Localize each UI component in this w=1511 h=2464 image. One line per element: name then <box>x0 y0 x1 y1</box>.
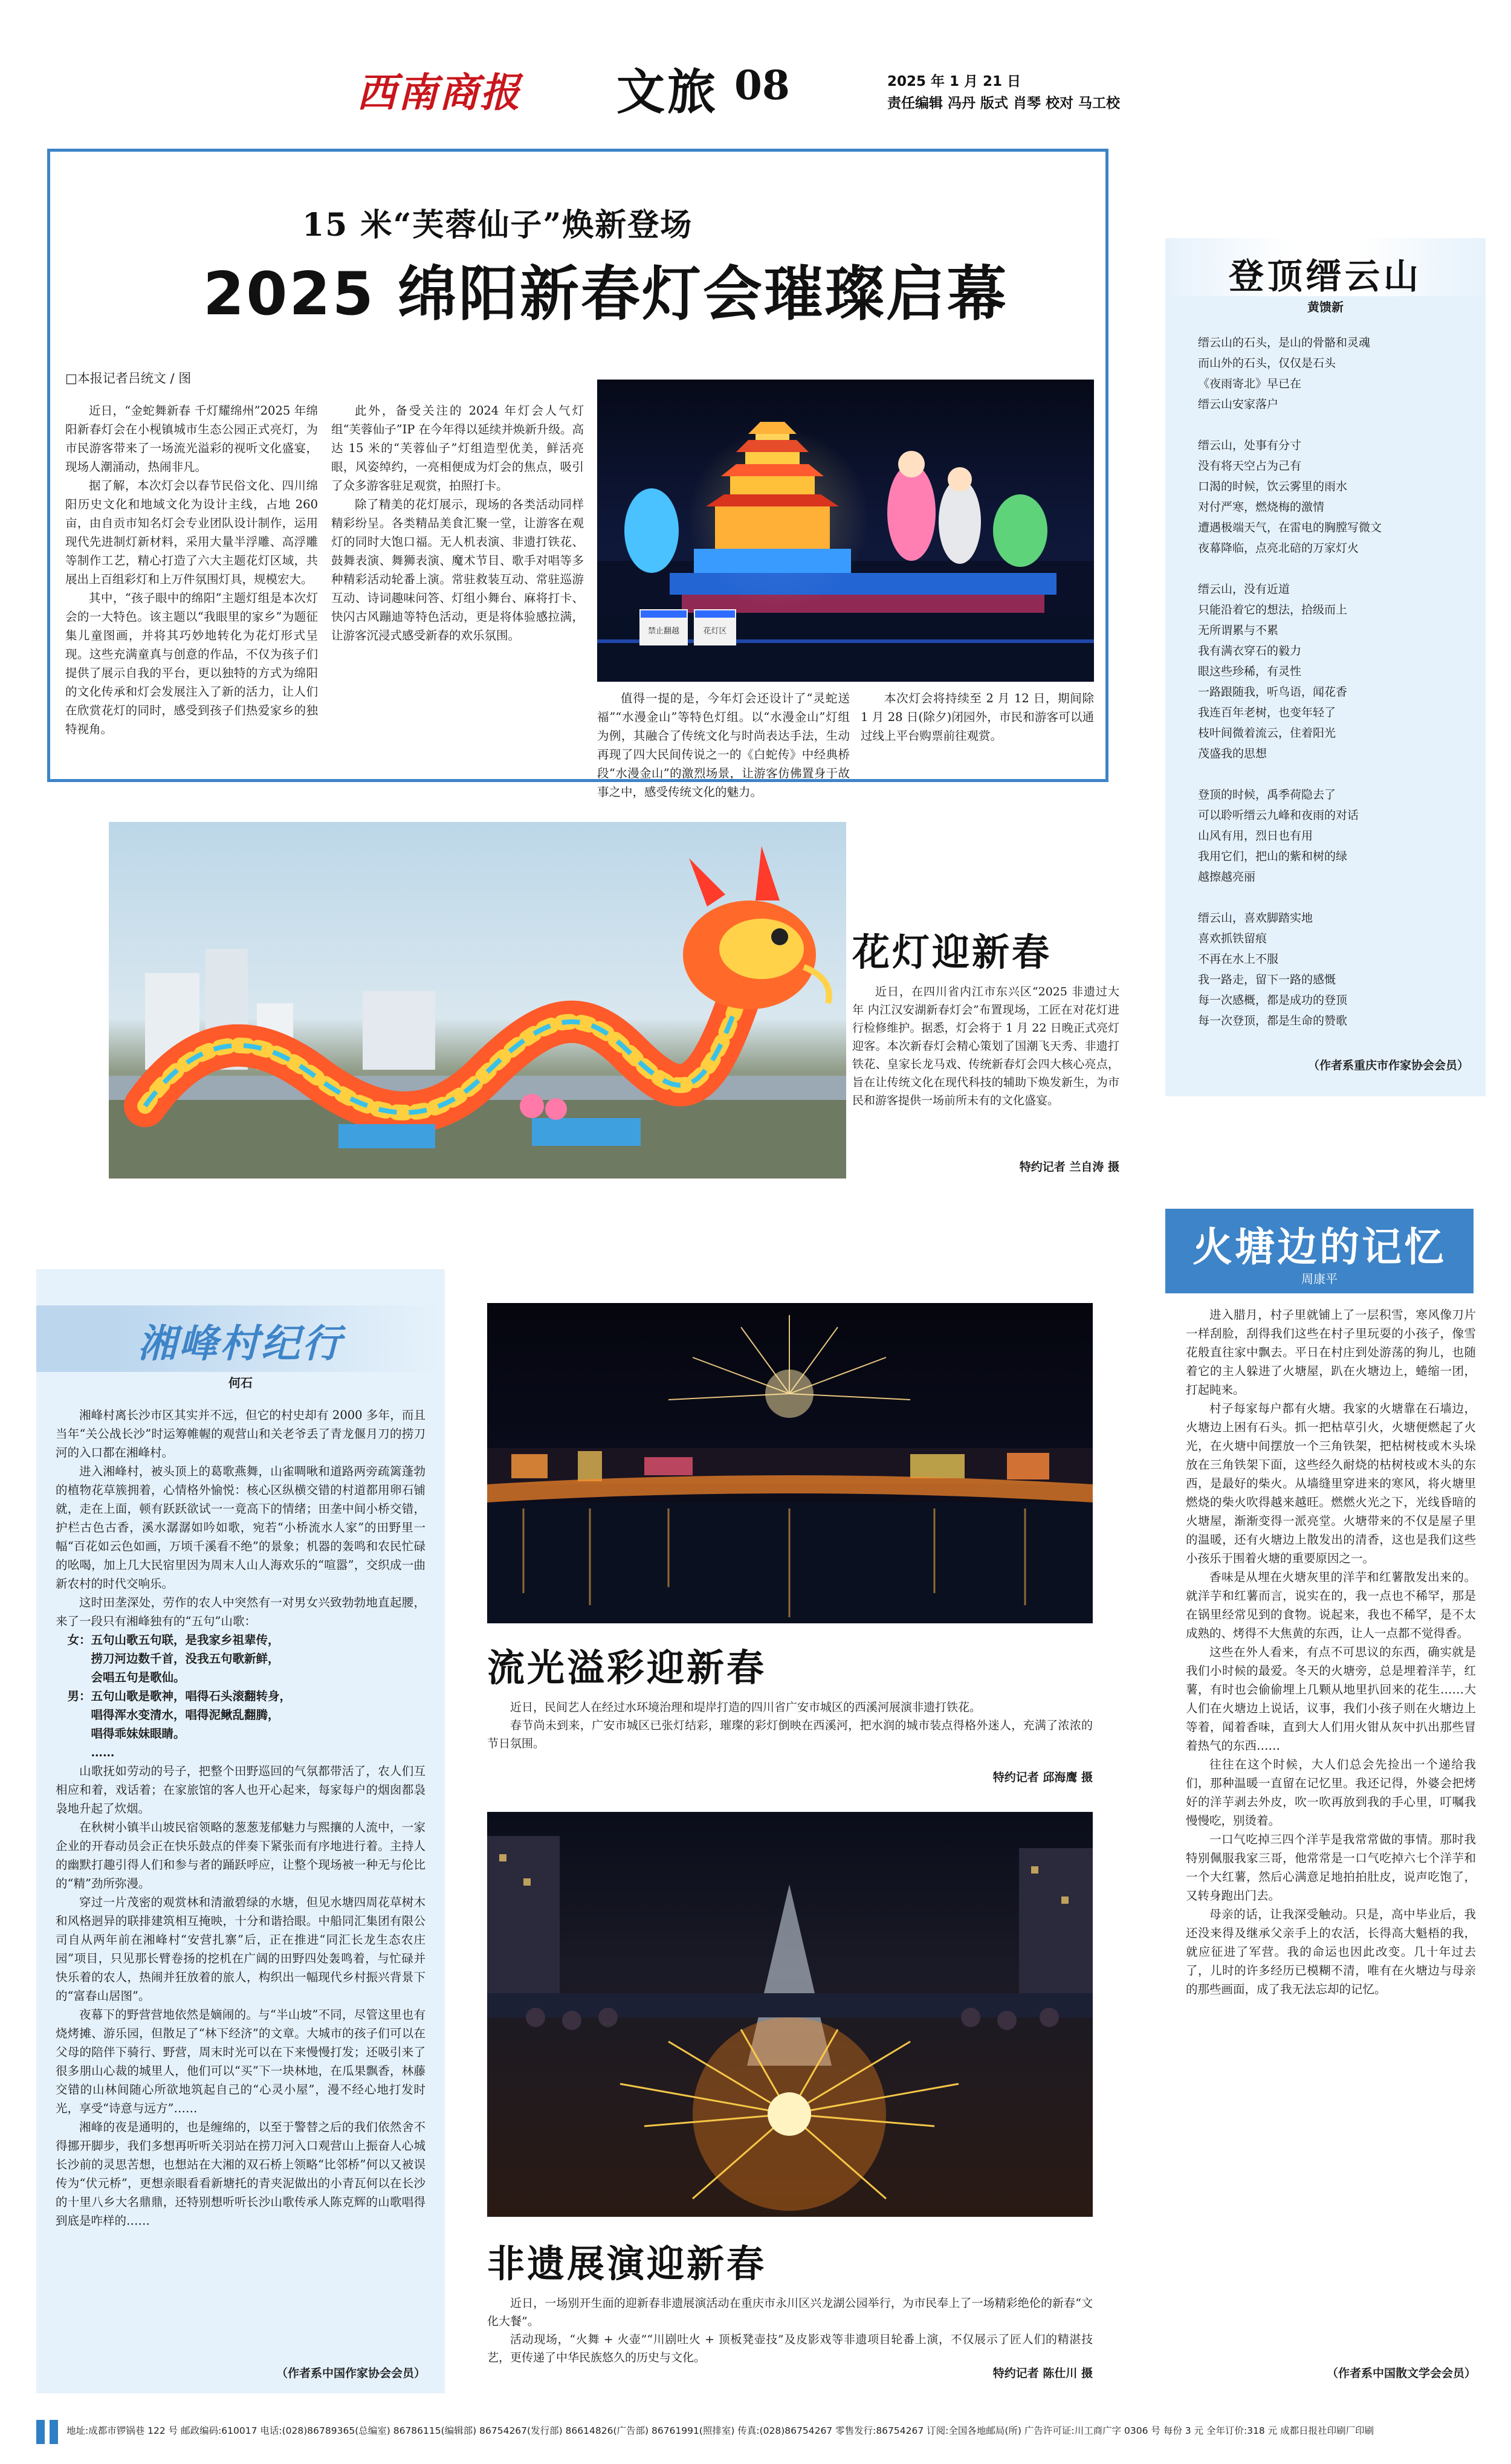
river-fireworks-photo <box>487 1303 1093 1623</box>
poem-line: 我一路走，留下一路的感慨 <box>1198 973 1336 986</box>
xiangfeng-paragraph: 在秋树小镇半山坡民宿领略的葱葱茏郁魅力与熙攘的人流中，一家企业的开春动员会正在快乐鼓点的伴奏下紧张而有序地进行着。主持人的幽默打趣引得人们和参与者的踊跃呼应，让整个现场被一种无与伦比的“精”劲所弥漫。 <box>56 1820 425 1890</box>
liuguang-credit: 特约记者 邱海鹰 摄 <box>992 1771 1093 1784</box>
lead-col-3 <box>597 689 850 799</box>
lead-kicker: 15 米“芙蓉仙子”焕新登场 <box>302 207 693 244</box>
poem-author: 黄馈新 <box>1307 300 1344 314</box>
poem-line: 缙云山安家落户 <box>1198 398 1279 411</box>
poem-line: 无所谓累与不累 <box>1198 624 1279 637</box>
poem-line: 不再在水上不服 <box>1198 952 1279 966</box>
lead-paragraph: 其中，“孩子眼中的绵阳”主题灯组是本次灯会的一大特色。该主题以“我眼里的家乡”为题征集儿童图画，并将其巧妙地转化为花灯形式呈现。这些充满童真与创意的作品，不仅为孩子们提供了展示自我的平台，更以独特的方式为绵阳的文化传承和灯会发展注入了新的活力，让人们在欣赏花灯的同时，感受到孩子们热爱家乡的独特视角。 <box>65 591 318 736</box>
dragon-illustration <box>109 822 846 1179</box>
xiangfeng-credit: （作者系中国作家协会会员） <box>276 2367 425 2380</box>
feiyi-caption-text: 近日，一场别开生面的迎新春非遗展演活动在重庆市永川区兴龙湖公园举行，为市民奉上了一场精彩绝伦的新春“文化大餐”。 <box>487 2297 1093 2328</box>
poem-line: 可以聆听缙云九峰和夜雨的对话 <box>1198 809 1359 822</box>
poem-line: 我用它们，把山的紫和树的绿 <box>1198 850 1348 863</box>
poem-title: 登顶缙云山 <box>1228 256 1422 297</box>
poem-line: 越擦越亮丽 <box>1198 870 1256 884</box>
huotang-author: 周康平 <box>1301 1272 1338 1286</box>
feiyi-caption-text: 活动现场，“火舞 + 火壶”“川剧吐火 + 顶板凳壶技”及皮影戏等非遗项目轮番上演，不仅展示了匠人们的精湛技艺，更传递了中华民族悠久的历史与文化。 <box>487 2333 1093 2364</box>
huotang-paragraph: 村子每家每户都有火塘。我家的火塘靠在石墙边，火塘边上困有石头。抓一把枯草引火，火塘便燃起了火光，在火塘中间摆放一个三角铁架，把枯树枝或木头垛放在三角铁架下面，这些经久耐烧的枯树枝或木头的东西，是最好的柴火。从墙缝里穿进来的寒风，将火塘里燃烧的柴火吹得越来越旺。燃燃火光之下，光线昏暗的火塘屋，渐渐变得一派亮堂。火塘带来的不仅是屋子里的温暖，还有火塘边上散发出的清香，这也是我们这些小孩乐于围着火塘的重要原因之一。 <box>1186 1402 1476 1565</box>
fireworks-illustration <box>487 1303 1093 1623</box>
lead-paragraph: 近日，“金蛇舞新春 千灯耀绵州”2025 年绵阳新春灯会在小枧镇城市生态公园正式亮灯，为市民游客带来了一场流光溢彩的视听文化盛宴，现场人潮涌动，热闹非凡。 <box>65 404 318 474</box>
poem-line: 缙云山，处事有分寸 <box>1198 439 1302 452</box>
xiangfeng-paragraph: 进入湘峰村，被头顶上的葛歌燕舞，山雀啁啾和道路两旁疏篱蓬勃的植物花草簇拥着，心情格外愉悦：核心区纵横交错的村道都用卵石铺就，走在上面，顿有跃跃欲试一一竟高下的情绪；田垄中间小桥交错，护栏古色古香，溪水潺潺如吟如歌，宛若“小桥流水人家”的田野里一幅“百花如云色如画，万顷千溪看不绝”的景象；机器的轰鸣和农民忙碌的吆喝，加上几大民宿里因为周末人山人海欢乐的“喧嚣”，交织成一曲新农村的时代交响乐。 <box>56 1464 425 1591</box>
poem-line: 眼这些珍稀，有灵性 <box>1198 665 1302 678</box>
poem-credit: （作者系重庆市作家协会会员） <box>1307 1059 1469 1072</box>
poem-line: 没有将天空占为己有 <box>1198 459 1302 473</box>
huotang-credit: （作者系中国散文学会会员） <box>1326 2367 1476 2380</box>
feiyi-credit: 特约记者 陈仕川 摄 <box>992 2367 1093 2380</box>
lead-paragraph: 据了解，本次灯会以春节民俗文化、四川绵阳历史文化和地域文化为设计主线，占地 260 亩，由自贡市知名灯会专业团队设计制作，运用现代先进制灯新材料，采用大量半浮雕、高浮雕等制作工艺，精心打造了六大主题花灯区域，共展出上百组彩灯和上万件氛围灯具，规模宏大。 <box>65 479 318 586</box>
poem-line: 缙云山的石头，是山的骨骼和灵魂 <box>1198 336 1371 349</box>
huotang-paragraph: 母亲的话，让我深受触动。只是，高中毕业后，我还没来得及继承父亲手上的农活，长得高大魁梧的我，就应征进了军营。我的命运也因此改变。几十年过去了，儿时的许多经历已模糊不清，唯有在火塘边与母亲的那些画面，成了我无法忘却的记忆。 <box>1186 1907 1476 1996</box>
huotang-body <box>1186 1305 1476 2351</box>
fire-performance-photo <box>487 1812 1093 2217</box>
xiangfeng-paragraph: 穿过一片茂密的观赏林和清澈碧绿的水塘，但见水塘四周花草树木和风格迥异的联排建筑相互掩映，十分和谐拾眼。中船同汇集团有限公司自从两年前在湘峰村“安营扎寨”后，正在推进“同汇长龙生态农庄园”项目，只见那长臂卷扬的挖机在广阔的田野四处轰鸣着，与忙碌并快乐着的农人，热闹并狂放着的旅人，构织出一幅现代乡村振兴背景下的“富春山居图”。 <box>56 1895 425 2003</box>
xiangfeng-paragraph: 湘峰的夜是通明的，也是缠绵的，以至于警替之后的我们依然舍不得挪开脚步，我们多想再听听关羽站在捞刀河入口观营山上振奋人心城长沙前的灵思苦想，也想站在大湘的双石桥上领略“比邻桥”何以又被误传为“伏元桥”，更想亲眼看看新塘托的青夹泥做出的小青瓦何以在长沙的十里八乡大名鼎鼎，还特别想听听长沙山歌传承人陈克辉的山歌唱得到底是咋样的…… <box>56 2120 425 2228</box>
section-name: 文旅 <box>616 63 718 120</box>
poem-body <box>1198 332 1476 1031</box>
footer-marker <box>36 2420 45 2444</box>
xiangfeng-paragraph: 湘峰村离长沙市区其实并不远，但它的村史却有 2000 多年，而且当年“关公战长沙”时运筹帷幄的观营山和关老爷丢了青龙偃月刀的捞刀河的入口都在湘峰村。 <box>56 1408 425 1460</box>
song-line: 唱得浑水变清水，唱得泥鳅乱翻腾， <box>91 1708 280 1722</box>
lead-paragraph: 此外，备受关注的 2024 年灯会人气灯组“芙蓉仙子”IP 在今年得以延续并焕新升级。高达 15 米的“芙蓉仙子”灯组造型优美，鲜活亮眼，风姿绰约，一亮相便成为灯会的焦点，吸引了众多游客驻足观赏，拍照打卡。 <box>331 404 584 493</box>
xiangfeng-title: 湘峰村纪行 <box>138 1321 343 1366</box>
lantern-caption-text: 近日，在四川省内江市东兴区“2025 非遗过大年 内江汉安湖新春灯会”布置现场，工匠在对花灯进行检修维护。据悉，灯会将于 1 月 22 日晚正式亮灯迎客。本次新春灯会精心策划了国潮飞天秀、非遗打铁花、皇家长龙马戏、传统新春灯会四大核心亮点，旨在让传统文化在现代科技的辅助下焕发新生，为市民和游客提供一场前所未有的文化盛宴。 <box>852 985 1119 1107</box>
page-number: 08 <box>734 62 790 109</box>
song-line: 女：五句山歌五句联，是我家乡祖辈传， <box>67 1633 280 1647</box>
huotang-paragraph: 进入腊月，村子里就铺上了一层积雪，寒风像刀片一样刮脸，刮得我们这些在村子里玩耍的小孩子，像雪花般直往家中飘去。平日在村庄到处游荡的狗儿，也随着它的主人躲进了火塘屋，趴在火塘边上，蜷缩一团，打起盹来。 <box>1186 1308 1476 1397</box>
poem-line: 我有满衣穿石的毅力 <box>1198 644 1302 658</box>
dragon-lantern-photo <box>109 822 846 1179</box>
fire-performance-illustration <box>487 1812 1093 2217</box>
lead-col-2 <box>331 401 584 764</box>
lantern-photo-illustration <box>597 380 1094 682</box>
poem-line: 每一次感概，都是成功的登顶 <box>1198 994 1348 1007</box>
photo-sign-text: 花灯区 <box>703 627 727 636</box>
huotang-paragraph: 一口气吃掉三四个洋芋是我常常做的事情。那时我特别佩服我家三哥，他常常是一口气吃掉六七个洋芋和一个大红薯，然后心满意足地拍拍肚皮，说声吃饱了，又转身跑出门去。 <box>1186 1832 1476 1903</box>
liuguang-caption-text: 春节尚未到来，广安市城区已张灯结彩，璀璨的彩灯倒映在西溪河，把水润的城市装点得格外迷人，充满了浓浓的节日氛围。 <box>487 1719 1093 1750</box>
poem-line: 一路跟随我，听鸟语，闻花香 <box>1198 685 1348 699</box>
huotang-title: 火塘边的记忆 <box>1192 1223 1446 1270</box>
paper-logo: 西南商报 <box>357 69 521 116</box>
xiangfeng-paragraph: 夜幕下的野营营地依然是嫡闹的。与“半山坡”不同，尽管这里也有烧烤摊、游乐园，但散足了“林下经济”的文章。大城市的孩子们可以在父母的陪伴下骑行、野营，周末时光可以在下来慢慢打发；还吸引来了很多朋山心裁的城里人，他们可以“买”下一块林地，在瓜果飘香，林藤交错的山林间随心所欲地筑起自己的“心灵小屋”，漫不经心地打发时光，享受“诗意与远方”…… <box>56 2008 425 2115</box>
poem-line: 遭遇极端天气，在雷电的胸膛写微文 <box>1198 521 1382 534</box>
song-line: …… <box>91 1745 115 1759</box>
footer-info: 地址:成都市锣锅巷 122 号 邮政编码:610017 电话:(028)86789365(总编室) 86786115(编辑部) 86754267(发行部) 86614826(广告部) 86761991(照排室) 传真:(028)86754267 零售发行:86754267 订阅:全国各地邮局(所) 广告许可证:川工商广字 0306 号 每份 3 元 全年订价:318 元 成都日报社印刷厂印刷 <box>66 2425 1374 2436</box>
lead-col-4 <box>861 689 1094 766</box>
xiangfeng-body <box>56 1406 425 2361</box>
lead-paragraph: 值得一提的是，今年灯会还设计了“灵蛇送福”“水漫金山”等特色灯组。以“水漫金山”灯组为例，其融合了传统文化与时尚表达手法，生动再现了四大民间传说之一的《白蛇传》中经典桥段“水漫金山”的激烈场景，让游客仿佛置身于故事之中，感受传统文化的魅力。 <box>597 691 850 799</box>
xiangfeng-paragraph: 这时田垄深处，劳作的农人中突然有一对男女兴致勃勃地直起腰，来了一段只有湘峰独有的“五句”山歌： <box>56 1596 425 1628</box>
footer-marker <box>50 2420 58 2444</box>
poem-line: 对付严寒，燃烧梅的激情 <box>1198 500 1325 514</box>
song-line: 唱得乖妹妹眼睛。 <box>91 1727 186 1741</box>
poem-line: 夜幕降临，点亮北碚的万家灯火 <box>1198 542 1359 555</box>
editors-line: 责任编辑 冯丹 版式 肖琴 校对 马工校 <box>887 95 1121 111</box>
poem-line: 每一次登顶，都是生命的赞歌 <box>1198 1014 1348 1027</box>
poem-line: 口渴的时候，饮云雾里的雨水 <box>1198 480 1348 493</box>
poem-line: 山风有用，烈日也有用 <box>1198 829 1313 842</box>
huotang-paragraph: 香味是从埋在火塘灰里的洋芋和红薯散发出来的。就洋芋和红薯而言，说实在的，我一点也不稀罕，那是在锅里经常见到的食物。说起来，我也不稀罕，是不太成熟的、烤得不大焦黄的东西，让人一点都不觉得香。 <box>1186 1570 1476 1640</box>
liuguang-caption-text: 近日，民间艺人在经过水环境治理和堤岸打造的四川省广安市城区的西溪河展演非遗打铁花。 <box>510 1701 982 1714</box>
lantern-title: 花灯迎新春 <box>852 930 1052 974</box>
poem-line: 《夜雨寄北》早已在 <box>1198 377 1302 390</box>
poem-line: 枝叶间微着流云，住着阳光 <box>1198 726 1336 740</box>
huotang-paragraph: 往往在这个时候，大人们总会先捡出一个递给我们，那种温暖一直留在记忆里。我还记得，外婆会把烤好的洋芋剥去外皮，吹一吹再放到我的手心里，叮嘱我慢慢吃，别烫着。 <box>1186 1757 1476 1828</box>
song-line: 男：五句山歌是歌神，唱得石头滚翻转身， <box>67 1689 292 1703</box>
xiangfeng-author: 何石 <box>228 1376 253 1390</box>
poem-line: 只能沿着它的想法，拾级而上 <box>1198 603 1348 616</box>
issue-date: 2025 年 1 月 21 日 <box>887 74 1021 89</box>
feiyi-caption <box>487 2294 1093 2367</box>
huotang-paragraph: 这些在外人看来，有点不可思议的东西，确实就是我们小时候的最爱。冬天的火塘旁，总是埋着洋芋，红薯，有时也会偷偷埋上几颗从地里扒回来的花生……大人们在火塘边上说话，议事，我们小孩子则在火塘边上等着，闻着香味，直到大人们用火钳从灰中扒出那些冒着热气的东西…… <box>1186 1645 1476 1753</box>
lantern-festival-photo <box>597 380 1094 682</box>
lantern-caption <box>852 983 1119 1110</box>
masthead <box>0 0 1511 139</box>
feiyi-title: 非遗展演迎新春 <box>487 2242 767 2286</box>
liuguang-caption <box>487 1698 1093 1753</box>
lead-headline: 2025 绵阳新春灯会璀璨启幕 <box>203 260 1008 329</box>
poem-line: 登顶的时候，禹季荷隐去了 <box>1198 788 1336 801</box>
liuguang-title: 流光溢彩迎新春 <box>487 1646 767 1690</box>
poem-line: 缙云山，没有近道 <box>1198 583 1290 596</box>
lantern-credit: 特约记者 兰自涛 摄 <box>1019 1160 1119 1174</box>
poem-line: 茂盛我的思想 <box>1198 747 1267 760</box>
song-line: 会唱五句是歌仙。 <box>91 1670 186 1684</box>
photo-sign-text: 禁止翻越 <box>647 627 680 636</box>
folk-song <box>56 1631 425 1762</box>
poem-line: 缙云山，喜欢脚踏实地 <box>1198 911 1313 925</box>
lead-paragraph: 本次灯会将持续至 2 月 12 日，期间除 1 月 28 日(除夕)闭园外，市民和游客可以通过线上平台购票前往观赏。 <box>861 691 1094 743</box>
lead-paragraph: 除了精美的花灯展示，现场的各类活动同样精彩纷呈。各类精品美食汇聚一堂，让游客在观灯的同时大饱口福。无人机表演、非遗打铁花、鼓舞表演、舞狮表演、魔术节目、歌手对唱等多种精彩活动轮番上演。常驻救装互动、常驻巡游互动、诗词趣味问答、灯组小舞台、麻将打卡、快闪古风蹦迪等特色活动，更是将体验感拉满，让游客沉浸式感受新春的欢乐氛围。 <box>331 497 584 642</box>
song-line: 捞刀河边数千首，没我五句歌新鲜， <box>91 1652 280 1666</box>
poem-line: 我连百年老树，也变年轻了 <box>1198 706 1336 719</box>
poem-line: 喜欢抓铁留痕 <box>1198 932 1267 945</box>
lead-col-1 <box>65 401 318 764</box>
xiangfeng-paragraph: 山歌抚如劳动的号子，把整个田野巡回的气氛都带活了，农人们互相应和着，戏话着；在家旅馆的客人也开心起来，每家每户的烟囱都袅袅地升起了炊烟。 <box>56 1764 425 1816</box>
poem-line: 而山外的石头，仅仅是石头 <box>1198 357 1336 370</box>
lead-byline: □本报记者吕统文 / 图 <box>65 371 192 386</box>
